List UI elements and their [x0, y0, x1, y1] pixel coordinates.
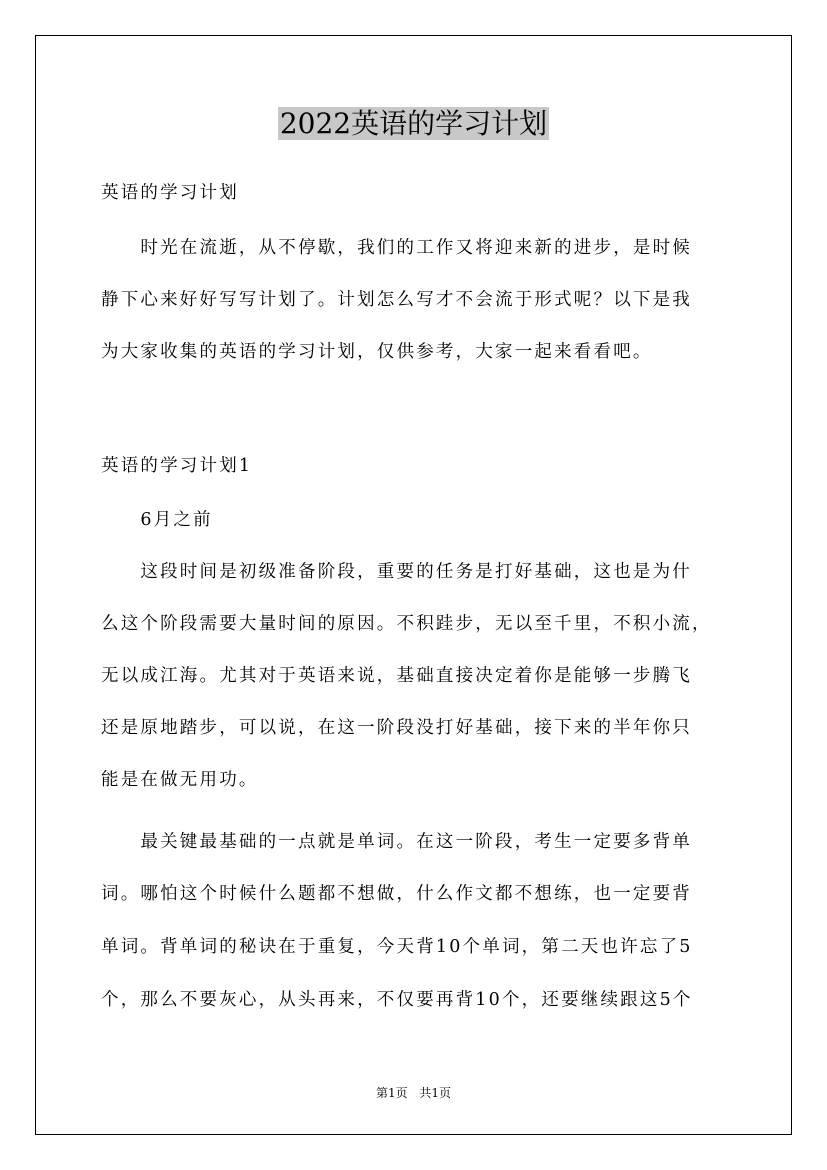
para1-line-1: 这段时间是初级准备阶段，重要的任务是打好基础，这也是为什 [101, 562, 692, 582]
intro-line-1: 时光在流逝，从不停歇，我们的工作又将迎来新的进步，是时候 [101, 238, 692, 258]
para1-line-5: 能是在做无用功。 [101, 770, 259, 790]
heading-plan-1: 英语的学习计划1 [101, 456, 253, 476]
page-number: 第1页 [375, 1086, 408, 1100]
para2-line-1: 最关键最基础的一点就是单词。在这一阶段，考生一定要多背单 [101, 832, 692, 852]
para1-line-2: 么这个阶段需要大量时间的原因。不积跬步，无以至千里，不积小流， [101, 614, 712, 634]
document-title [0, 104, 827, 144]
page-footer [0, 1084, 827, 1101]
heading-plan: 英语的学习计划 [101, 183, 239, 203]
intro-line-3: 为大家收集的英语的学习计划，仅供参考，大家一起来看看吧。 [101, 342, 653, 362]
para2-line-2: 词。哪怕这个时候什么题都不想做，什么作文都不想练，也一定要背 [101, 884, 692, 904]
para2-line-4: 个，那么不要灰心，从头再来，不仅要再背10个，还要继续跟这5个 [101, 990, 693, 1010]
page-total: 共1页 [419, 1086, 452, 1100]
para1-line-3: 无以成江海。尤其对于英语来说，基础直接决定着你是能够一步腾飞 [101, 666, 692, 686]
document-title-text: 2022英语的学习计划 [279, 107, 548, 140]
para2-line-3: 单词。背单词的秘诀在于重复，今天背10个单词，第二天也许忘了5 [101, 937, 693, 957]
para1-line-4: 还是原地踏步，可以说，在这一阶段没打好基础，接下来的半年你只 [101, 718, 692, 738]
intro-line-2: 静下心来好好写写计划了。计划怎么写才不会流于形式呢？以下是我 [101, 290, 692, 310]
section-label: 6月之前 [101, 510, 213, 530]
